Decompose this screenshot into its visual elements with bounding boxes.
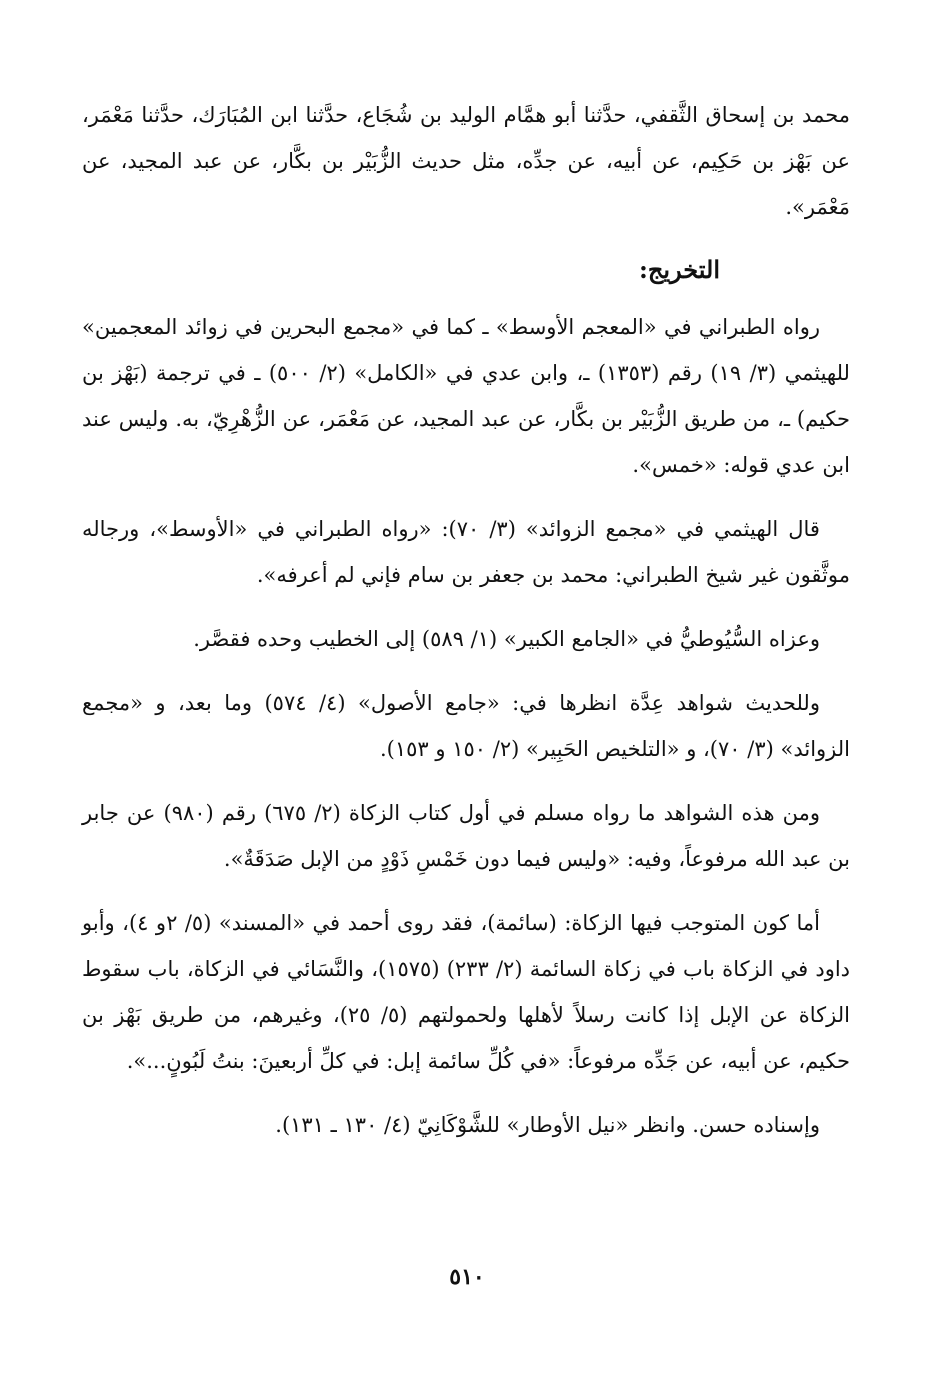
paragraph-takhrij-tabarani: رواه الطبراني في «المعجم الأوسط» ـ كما في «مجمع البحرين في زوائد المعجمين» للهيثمي (٣/ ١٩) رقم (١٣٥٣) ـ، وابن عدي في «الكامل» (٢/ ٥٠٠) ـ في ترجمة (بَهْز بن حكيم) ـ، من طريق الزُّبَيْر بن بكَّار، عن عبد المجيد، عن مَعْمَر، عن الزُّهْرِيّ، به. وليس عند ابن عدي قوله: «خمس». <box>82 315 850 477</box>
paragraph-saimah: أما كون المتوجب فيها الزكاة: (سائمة)، فقد روى أحمد في «المسند» (٥/ ٢و ٤)، وأبو داود في الزكاة باب في زكاة السائمة (٢/ ٢٣٣) (١٥٧٥)، والنَّسَائي في الزكاة، باب سقوط الزكاة عن الإبل إذا كانت رسلاً لأهلها ولحمولتهم (٥/ ٢٥)، وغيرهم، من طريق بَهْز بن حكيم، عن أبيه، عن جَدِّه مرفوعاً: «في كُلِّ سائمة إبل: في كلِّ أربعينَ: بنتُ لَبُونٍ...». <box>82 911 851 1073</box>
paragraph-shawahid: وللحديث شواهد عِدَّة انظرها في: «جامع الأصول» (٤/ ٥٧٤) وما بعد، و «مجمع الزوائد» (٣/ ٧٠)، و «التلخيص الحَبِير» (٢/ ١٥٠ و ١٥٣). <box>82 691 850 761</box>
page-body <box>82 92 850 1148</box>
paragraph-isnad: محمد بن إسحاق الثَّقفي، حدَّثنا أبو همَّام الوليد بن شُجَاع، حدَّثنا ابن المُبَارَك، حدَّثنا مَعْمَر، عن بَهْز بن حَكِيم، عن أبيه، عن جدِّه، مثل حديث الزُّبَيْر بن بكَّار، عن عبد المجيد، عن مَعْمَر». <box>82 103 850 219</box>
paragraph-isnad-hasan: وإسناده حسن. وانظر «نيل الأوطار» للشَّوْكَانِيّ (٤/ ١٣٠ ـ ١٣١). <box>275 1113 820 1137</box>
page-number: ٥١٠ <box>449 1264 485 1290</box>
section-heading-takhrij: التخريج: <box>639 255 720 284</box>
paragraph-haythami: قال الهيثمي في «مجمع الزوائد» (٣/ ٧٠): «رواه الطبراني في «الأوسط»، ورجاله موثَّقون غير شيخ الطبراني: محمد بن جعفر بن سام فإني لم أعرفه». <box>82 517 850 587</box>
paragraph-muslim: ومن هذه الشواهد ما رواه مسلم في أول كتاب الزكاة (٢/ ٦٧٥) رقم (٩٨٠) عن جابر بن عبد الله مرفوعاً، وفيه: «وليس فيما دون خَمْسِ ذَوْدٍ من الإبل صَدَقَةٌ». <box>82 801 850 871</box>
paragraph-suyuti: وعزاه السُّيُوطيُّ في «الجامع الكبير» (١/ ٥٨٩) إلى الخطيب وحده فقصَّر. <box>193 627 820 651</box>
